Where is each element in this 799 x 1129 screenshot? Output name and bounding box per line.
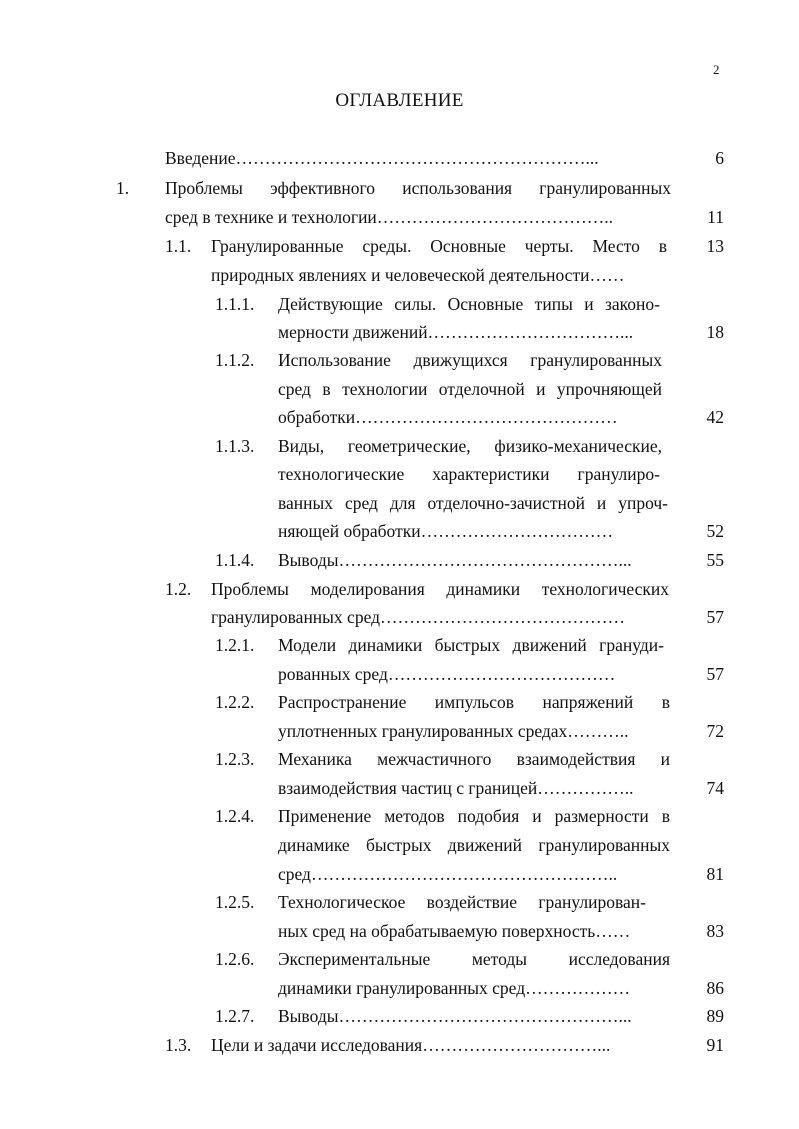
toc-entry-number: 1.1.4. [215,550,255,570]
toc-page-number: 74 [706,778,724,798]
toc-entry-number: 1.3. [165,1035,192,1055]
toc-entry-text[interactable]: сред в технике и технологии………………………………….. [165,207,614,227]
toc-page-number: 6 [715,148,724,168]
toc-page-number: 18 [706,322,724,342]
toc-entry-text[interactable]: Проблемы моделирования динамики технологических [211,579,669,599]
toc-entry-number: 1.2.1. [215,635,255,655]
toc-entry-text[interactable]: Технологическое воздействие гранулирован- [278,892,646,912]
toc-entry-text[interactable]: Механика межчастичного взаимодействия и [278,749,670,769]
toc-page-number: 81 [706,864,724,884]
toc-entry-text[interactable]: сред…………………………………………….. [278,864,618,884]
toc-page-number: 55 [706,550,724,570]
toc-page-number: 91 [706,1035,724,1055]
toc-entry-text[interactable]: динамики гранулированных сред……………… [278,978,631,998]
toc-entry-number: 1.1. [165,236,192,256]
toc-page-number: 57 [706,664,724,684]
page-title: ОГЛАВЛЕНИЕ [335,90,464,111]
toc-entry-text[interactable]: Выводы…………………………………………... [278,1006,632,1026]
toc-page-number: 72 [706,721,724,741]
toc-page-number: 57 [706,607,724,627]
toc-page-number: 86 [706,978,724,998]
toc-entry-text[interactable]: сред в технологии отделочной и упрочняющей [278,379,662,399]
toc-entry-number: 1.1.1. [215,294,255,314]
toc-entry-text[interactable]: Введение……………………………………………………... [165,148,599,168]
toc-entry-text[interactable]: взаимодействия частиц с границей…………….. [278,778,634,798]
page-number: 2 [713,62,720,77]
toc-page-number: 83 [706,921,724,941]
toc-entry-number: 1.2.4. [215,806,255,826]
toc-entry-text[interactable]: динамике быстрых движений гранулированных [278,835,670,855]
toc-entry-text[interactable]: Применение методов подобия и размерности в [278,806,670,826]
toc-page-number: 52 [706,521,724,541]
toc-entry-text[interactable]: ванных сред для отделочно-зачистной и упроч- [278,493,668,513]
toc-entry-text[interactable]: Выводы…………………………………………... [278,550,632,570]
toc-entry-text[interactable]: Распространение импульсов напряжений в [278,692,670,712]
toc-entry-number: 1.2.6. [215,949,255,969]
toc-entry-text[interactable]: гранулированных сред…………………………………… [211,607,626,627]
toc-entry-text[interactable]: уплотненных гранулированных средах……….. [278,721,629,741]
toc-entry-text[interactable]: природных явлениях и человеческой деятельности…… [211,265,625,285]
toc-entry-text[interactable]: Использование движущихся гранулированных [278,350,662,370]
toc-entry-text[interactable]: Проблемы эффективного использования гранулированных [165,178,671,198]
toc-page-number: 13 [706,236,724,256]
toc-entry-number: 1.2. [165,579,192,599]
toc-entry-number: 1.2.5. [215,892,255,912]
toc-page-number: 42 [706,407,724,427]
toc-entry-number: 1.2.2. [215,692,255,712]
toc-entry-text[interactable]: Виды, геометрические, физико-механические, [278,436,662,456]
toc-page-number: 89 [706,1006,724,1026]
toc-entry-text[interactable]: ных сред на обрабатываемую поверхность…… [278,921,631,941]
toc-entry-text[interactable]: Действующие силы. Основные типы и законо- [278,294,660,314]
toc-entry-number: 1.1.2. [215,350,255,370]
toc-entry-text[interactable]: рованных сред………………………………… [278,664,616,684]
toc-entry-text[interactable]: технологические характеристики гранулиро- [278,464,660,484]
toc-entry-text[interactable]: Гранулированные среды. Основные черты. Место в [211,236,667,256]
toc-entry-text[interactable]: Цели и задачи исследования…………………………... [211,1035,611,1055]
toc-page-number: 11 [707,207,724,227]
toc-entry-number: 1.1.3. [215,436,255,456]
toc-entry-text[interactable]: няющей обработки…………………………… [278,521,614,541]
toc-entry-number: 1.2.3. [215,749,255,769]
toc-entry-number: 1.2.7. [215,1006,255,1026]
toc-entry-text[interactable]: мерности движений……………………………... [278,322,634,342]
toc-entry-number: 1. [116,178,130,198]
toc-entry-text[interactable]: Экспериментальные методы исследования [278,949,670,969]
toc-entry-text[interactable]: Модели динамики быстрых движений грануди- [278,635,664,655]
toc-entry-text[interactable]: обработки……………………………………… [278,407,618,427]
